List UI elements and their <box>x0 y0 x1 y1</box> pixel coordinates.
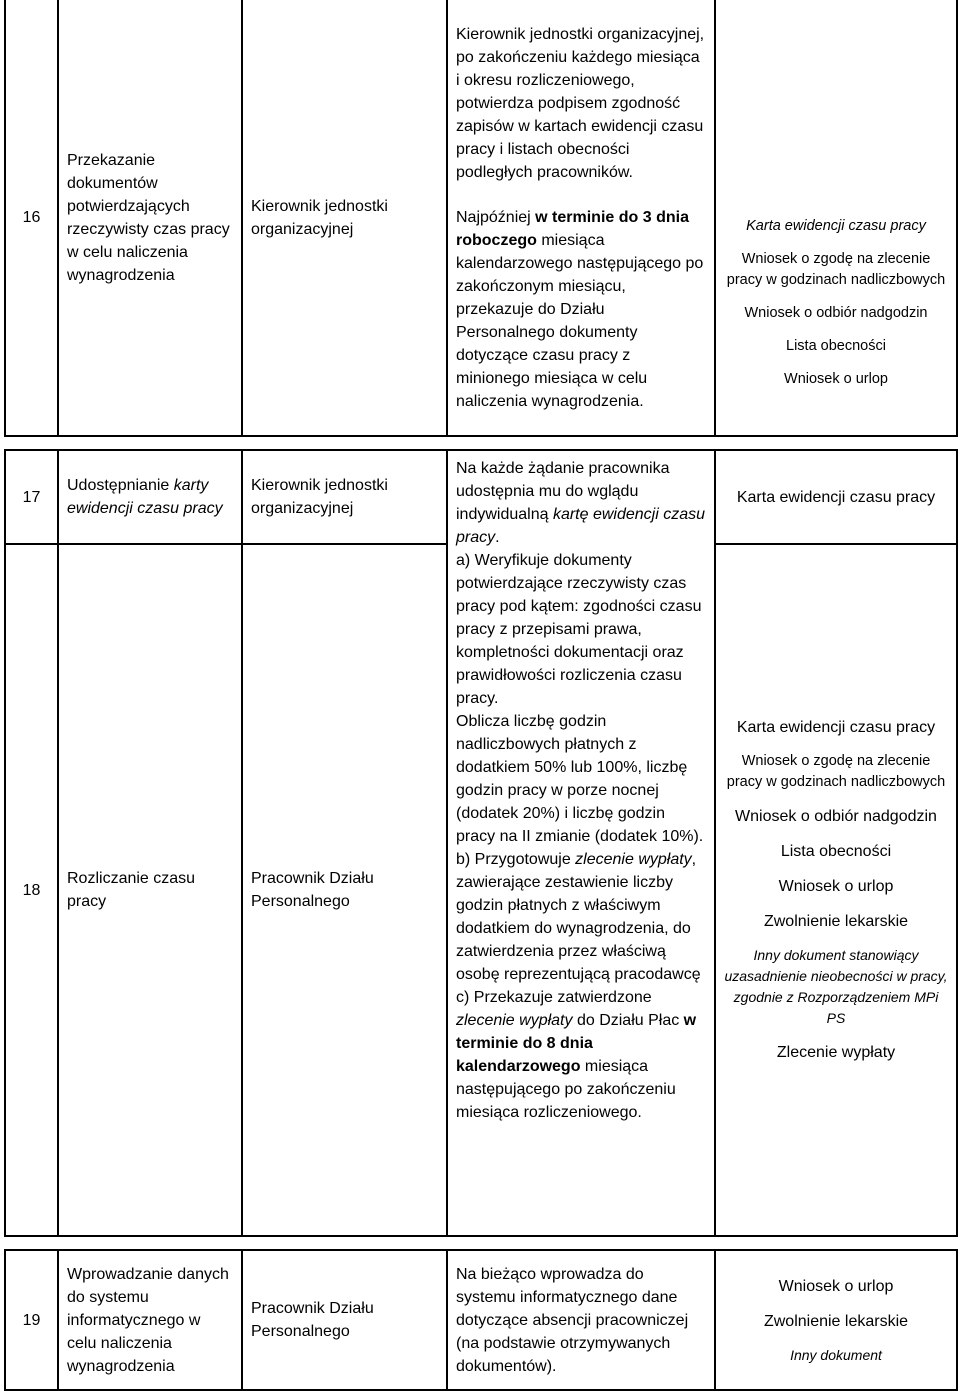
description: Na bieżąco wprowadza do systemu informatycznego dane dotyczące absencji pracowniczej (na podstawie otrzymywanych dokumentów). <box>447 1250 715 1390</box>
document-item: Wniosek o urlop <box>778 1277 894 1295</box>
document-item: Karta ewidencji czasu pracy <box>746 217 926 234</box>
responsible-person: Kierownik jednostki organizacyjnej <box>242 450 447 544</box>
responsible-person: Pracownik Działu Personalnego <box>242 544 447 1236</box>
document-item: Wniosek o urlop <box>784 370 888 387</box>
description-paragraph: b) Przygotowuje zlecenie wypłaty, zawierające zestawienie liczby godzin płatnych z właściwym dodatkiem do wynagrodzenia, do zatwierdzenia przez właściwą osobę reprezentującą pracodawcę <box>456 851 701 983</box>
document-item: Inny dokument <box>790 1346 882 1363</box>
description-paragraph: Kierownik jednostki organizacyjnej, po zakończeniu każdego miesiąca i okresu rozliczeniowego, potwierdza podpisem zgodność zapisów w kartach ewidencji czasu pracy i listach obecności podległych pracowników. <box>456 25 705 181</box>
document-item: Zlecenie wypłaty <box>776 1044 896 1061</box>
document-item: Zwolnienie lekarskie <box>763 913 909 930</box>
documents-cell <box>715 1250 957 1390</box>
document-item: Zwolnienie lekarskie <box>763 1312 909 1330</box>
description-paragraph: Oblicza liczbę godzin nadliczbowych płatnych z dodatkiem 50% lub 100%, liczbę godzin pracy w porze nocnej (dodatek 20%) i liczbę godzin pracy na II zmianie (dodatek 10%). <box>456 713 704 845</box>
stage-name: Rozliczanie czasu pracy <box>58 544 242 1236</box>
stage-name: Wprowadzanie danych do systemu informatycznego w celu naliczenia wynagrodzenia <box>58 1250 242 1390</box>
document-item: Wniosek o urlop <box>778 878 894 895</box>
responsible-person: Pracownik Działu Personalnego <box>242 1250 447 1390</box>
description-paragraph: a) Weryfikuje dokumenty potwierdzające rzeczywisty czas pracy pod kątem: zgodności czasu pracy z przepisami prawa, kompletności dokumentacji oraz prawidłowości rozliczenia czasu pracy. <box>456 552 702 707</box>
description <box>447 450 715 1236</box>
document-item: Lista obecności <box>780 843 892 860</box>
documents-cell <box>715 450 957 544</box>
document-item: Wniosek o zgodę na zlecenie pracy w godzinach nadliczbowych <box>726 250 946 288</box>
document-item: Wniosek o odbiór nadgodzin <box>735 808 937 825</box>
documents-cell <box>715 0 957 436</box>
step-number: 19 <box>5 1250 58 1390</box>
stage-name: Udostępnianie karty ewidencji czasu pracy <box>58 450 242 544</box>
document-item: Wniosek o odbiór nadgodzin <box>744 304 928 321</box>
table-row-16 <box>5 0 957 436</box>
step-number: 17 <box>5 450 58 544</box>
documents-cell <box>715 544 957 1236</box>
table-row-19 <box>5 1250 957 1390</box>
description-paragraph: Najpóźniej w terminie do 3 dnia roboczego miesiąca kalendarzowego następującego po zakończonym miesiącu, przekazuje do Działu Personalnego dokumenty dotyczące czasu pracy z minionego miesiąca w celu naliczenia wynagrodzenia. <box>456 208 704 410</box>
procedure-table <box>4 0 958 1391</box>
description-paragraph: Na każde żądanie pracownika udostępnia mu do wglądu indywidualną kartę ewidencji czasu pracy. <box>456 460 706 546</box>
document-item: Lista obecności <box>786 337 886 354</box>
description <box>447 0 715 436</box>
document-item: Karta ewidencji czasu pracy <box>736 719 936 736</box>
step-number: 16 <box>5 0 58 436</box>
stage-name: Przekazanie dokumentów potwierdzających rzeczywisty czas pracy w celu naliczenia wynagrodzenia <box>58 0 242 436</box>
step-number: 18 <box>5 544 58 1236</box>
document-item: Inny dokument stanowiący uzasadnienie nieobecności w pracy, zgodnie z Rozporządzeniem MPi PS <box>724 947 948 1026</box>
document-item: Wniosek o zgodę na zlecenie pracy w godzinach nadliczbowych <box>726 753 946 790</box>
document-item: Karta ewidencji czasu pracy <box>736 488 936 506</box>
responsible-person: Kierownik jednostki organizacyjnej <box>242 0 447 436</box>
table-row-17 <box>5 450 957 544</box>
description-paragraph: c) Przekazuje zatwierdzone zlecenie wypłaty do Działu Płac w terminie do 8 dnia kalendarzowego miesiąca następującego po zakończeniu miesiąca rozliczeniowego. <box>456 989 697 1121</box>
